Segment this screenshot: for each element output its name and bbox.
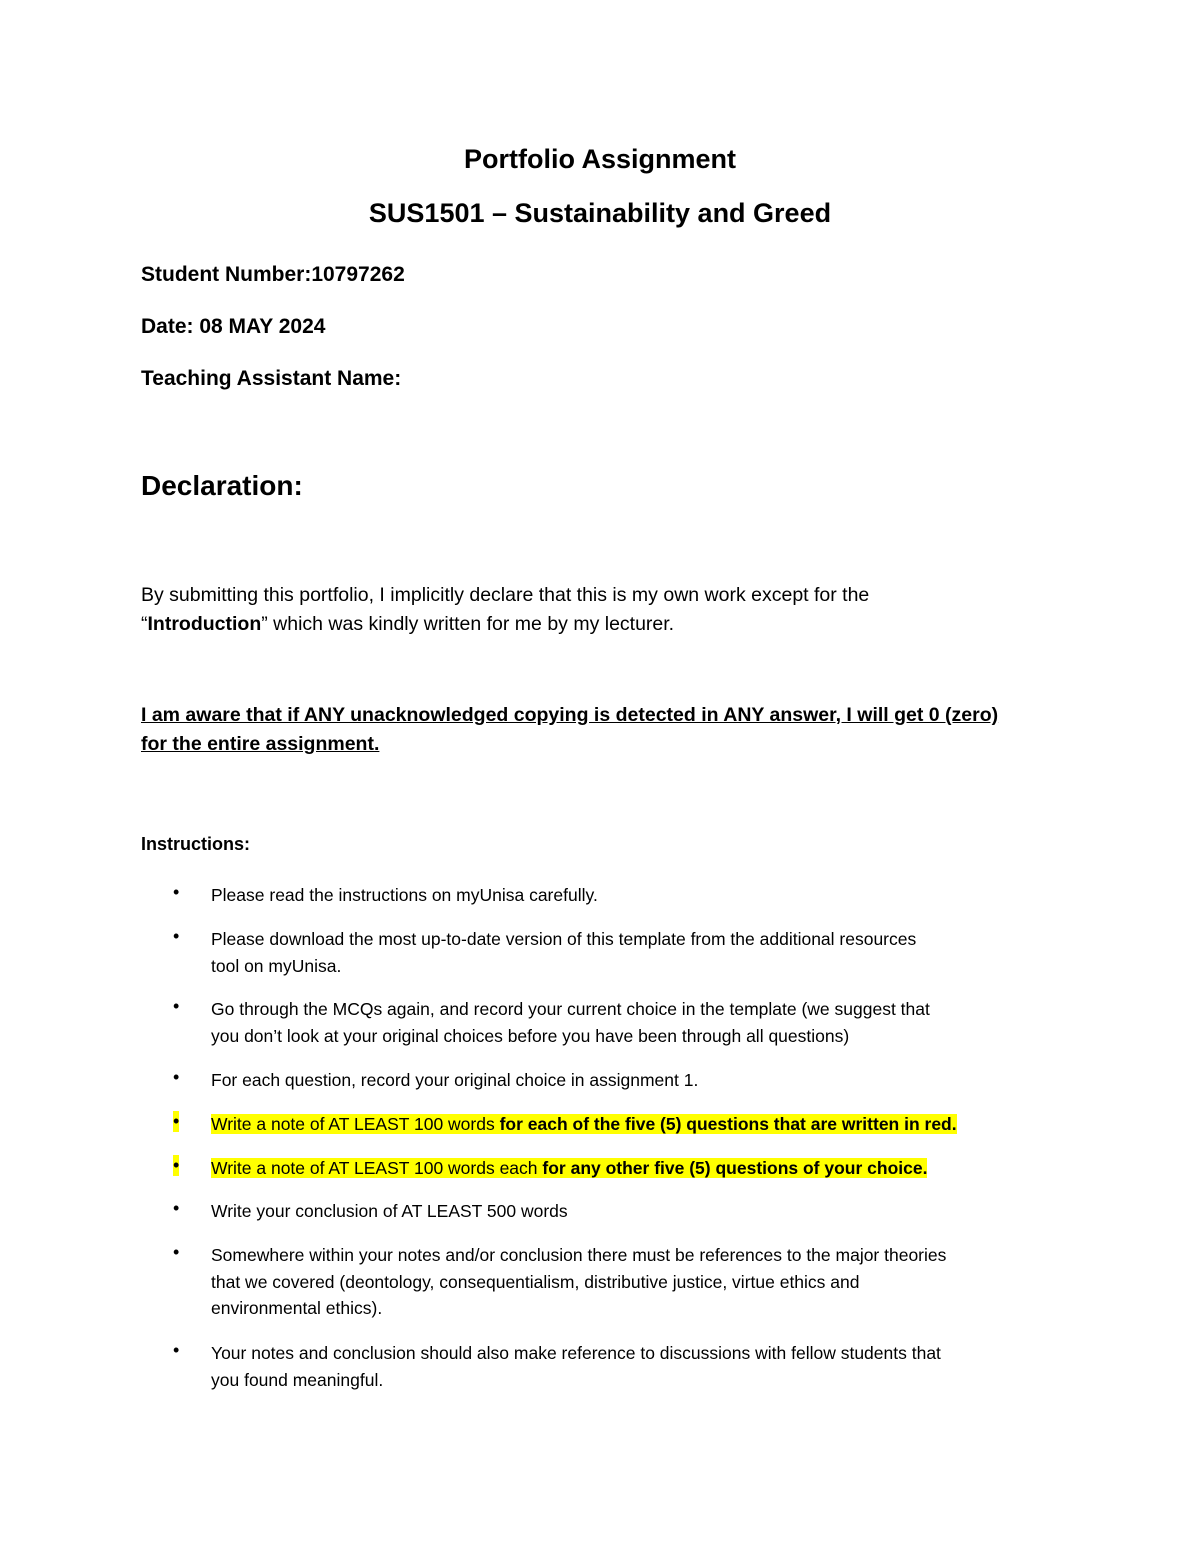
declaration-heading: Declaration:	[141, 470, 303, 501]
list-item-text: Go through the MCQs again, and record your current choice in the template (we suggest that you don’t look at your original choices before you have been through all questions)	[211, 999, 930, 1046]
course-title: SUS1501 – Sustainability and Greed	[368, 198, 832, 228]
list-item-text: Write your conclusion of AT LEAST 500 words	[211, 1201, 568, 1221]
list-item-text: Please read the instructions on myUnisa carefully.	[211, 885, 598, 905]
date-field: Date: 08 MAY 2024	[141, 315, 326, 338]
declaration-line-1: By submitting this portfolio, I implicitly declare that this is my own work except for the	[141, 584, 870, 606]
bullet-icon: •	[173, 1340, 180, 1360]
list-item-text: Write a note of AT LEAST 100 words for each of the five (5) questions that are written in red.	[211, 1114, 957, 1134]
instructions-heading: Instructions:	[141, 834, 251, 854]
list-item-text: Somewhere within your notes and/or conclusion there must be references to the major theories that we covered (deontology, consequentialism, distributive justice, virtue ethics and environmental ethics).	[211, 1245, 947, 1318]
introduction-bold: Introduction	[147, 613, 262, 635]
list-item-text: Please download the most up-to-date version of this template from the additional resources tool on myUnisa.	[211, 929, 917, 976]
bullet-icon: •	[173, 1067, 180, 1087]
bullet-icon: •	[173, 1155, 180, 1175]
bullet-icon: •	[173, 1198, 180, 1218]
list-item-text: For each question, record your original choice in assignment 1.	[211, 1070, 699, 1090]
list-item-text: Write a note of AT LEAST 100 words each for any other five (5) questions of your choice.	[211, 1158, 928, 1178]
teaching-assistant-field: Teaching Assistant Name:	[141, 367, 402, 390]
bullet-icon: •	[173, 996, 180, 1016]
declaration-line-2	[141, 613, 674, 636]
open-quote: “	[141, 613, 148, 635]
bullet-icon: •	[173, 1242, 180, 1262]
copying-warning-line-1: I am aware that if ANY unacknowledged copying is detected in ANY answer, I will get 0 (zero)	[141, 704, 999, 726]
bullet-icon: •	[173, 1111, 180, 1131]
declaration-line-2-rest: ” which was kindly written for me by my lecturer.	[261, 613, 675, 635]
list-item-text: Your notes and conclusion should also make reference to discussions with fellow students that you found meaningful.	[211, 1343, 941, 1390]
student-number-field: Student Number:10797262	[141, 263, 405, 286]
bullet-icon: •	[173, 882, 180, 902]
document-title: Portfolio Assignment	[463, 144, 736, 174]
copying-warning-line-2: for the entire assignment.	[141, 733, 380, 755]
bullet-icon: •	[173, 926, 180, 946]
